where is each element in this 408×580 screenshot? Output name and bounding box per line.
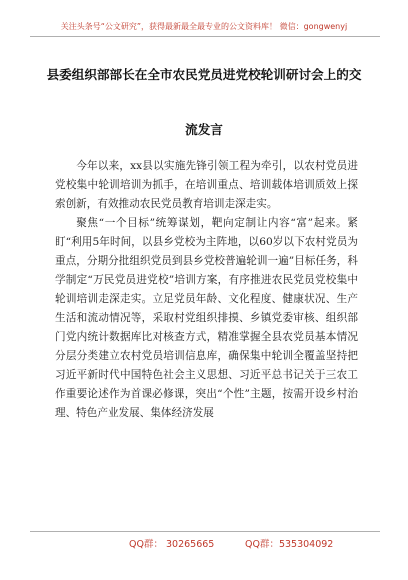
body-paragraph-1: 今年以来，xx县以实施先锋引领工程为牵引，以农村党员进党校集中轮训培训为抓手，在培训重点、培训载体培训质效上探索创新，有效推动农民党员教育培训走深走实。 <box>55 160 358 210</box>
document-title-line-2: 流发言 <box>185 122 223 137</box>
header-note: 关注头条号“公文研究”，获得最新最全最专业的公文资料库！ 微信：gongwenyj <box>60 22 348 31</box>
footer-qq-group-1: QQ群： 30265665 <box>129 539 215 550</box>
document-body <box>55 157 358 423</box>
footer-divider <box>30 531 380 532</box>
body-paragraph-2: 聚焦“一个目标”统筹谋划，靶向定制让内容“富”起来。紧盯“利用5年时间，以县乡党校为主阵地，以60岁以下农村党员为重点，分期分批组织党员到县乡党校普遍轮训一遍”目标任务，科学制定“万民党员进党校”培训方案，有序推进农民党员党校集中轮训培训走深走实。立足党员年龄、文化程度、健康状况、生产生活和流动情况等，采取村党组织排摸、乡镇党委审核、组织部门党内统计数据库比对核查方式，精准掌握全县农党员基本情况分层分类建立农村党员培训信息库，确保集中轮训全覆盖坚持把习近平新时代中国特色社会主义思想、习近平总书记关于三农工作重要论述作为首课必修课，突出“个性”主题，按需开设乡村治理、特色产业发展、集体经济发展 <box>55 217 358 419</box>
document-title-line-1: 县委组织部部长在全市农民党员进党校轮训研讨会上的交 <box>46 67 362 82</box>
header-divider <box>30 36 380 37</box>
footer-qq-group-2: QQ群：535304092 <box>245 539 334 550</box>
